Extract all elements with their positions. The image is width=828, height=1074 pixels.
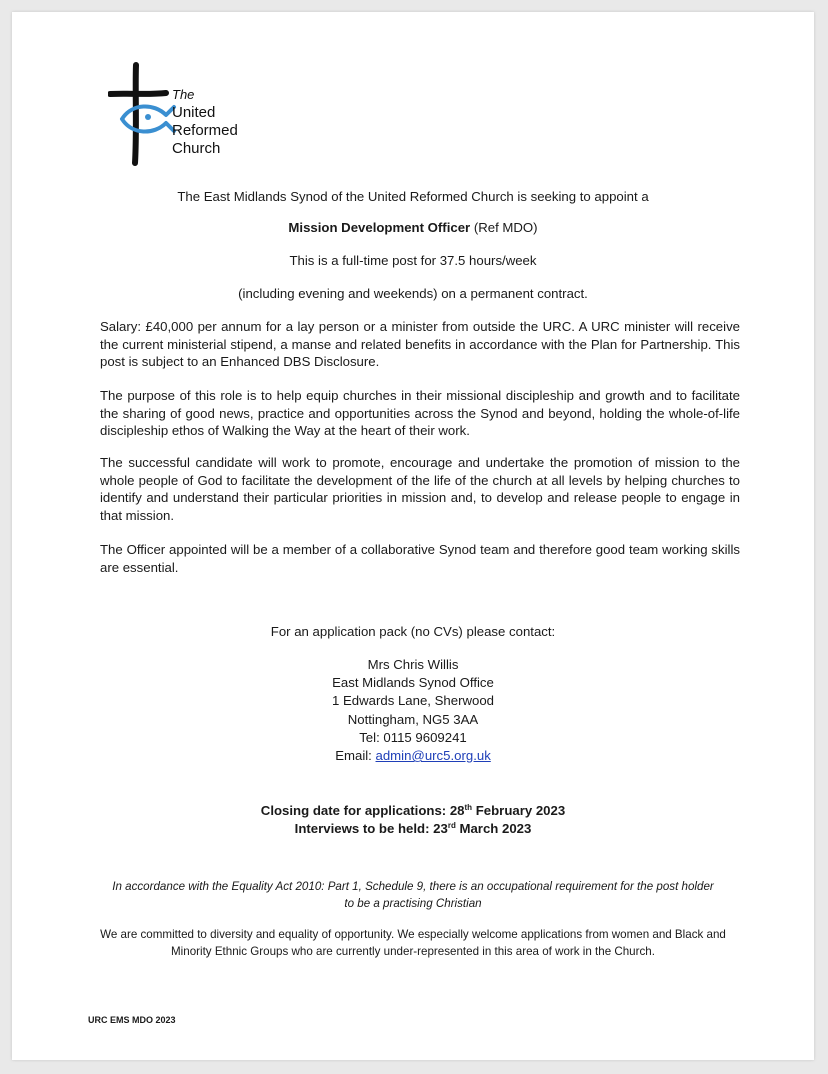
- role-ref: (Ref MDO): [470, 220, 538, 235]
- purpose-paragraph: The purpose of this role is to help equip churches in their missional discipleship and growth and to facilitate the sharing of good news, practice and opportunities across the Synod and beyond, holding the whole-of-life discipleship ethos of Walking the Way at the heart of their work.: [100, 388, 740, 439]
- email-label: Email:: [335, 748, 376, 764]
- closing-date-rest: February 2023: [472, 803, 566, 818]
- role-title: Mission Development Officer: [288, 220, 471, 235]
- contact-city: Nottingham, NG5 3AA: [347, 711, 479, 727]
- interview-date-rest: March 2023: [455, 821, 532, 836]
- logo-wordmark: [172, 86, 238, 158]
- role-line: [12, 220, 814, 235]
- contact-email-line: [12, 747, 814, 765]
- contact-name: Mrs Chris Willis: [367, 657, 459, 672]
- closing-date-sup: th: [464, 803, 473, 812]
- interview-date-label: Interviews to be held: 23: [294, 821, 448, 836]
- interview-date: [12, 821, 814, 836]
- document-footer: URC EMS MDO 2023: [88, 1015, 176, 1025]
- contract-line: (including evening and weekends) on a permanent contract.: [238, 286, 588, 301]
- closing-date-label: Closing date for applications: 28: [260, 803, 465, 818]
- salary-paragraph: Salary: £40,000 per annum for a lay person or a minister from outside the URC. A URC minister will receive the current ministerial stipend, a manse and related benefits in accordance with the Plan for Partnership. This post is subject to an Enhanced DBS Disclosure.: [100, 319, 740, 370]
- contact-tel: Tel: 0115 9609241: [359, 729, 467, 745]
- logo-united: United: [172, 104, 216, 121]
- contact-heading: For an application pack (no CVs) please contact:: [270, 624, 556, 639]
- contact-office: East Midlands Synod Office: [332, 675, 494, 691]
- contact-block: [12, 656, 814, 765]
- diversity-note: We are committed to diversity and equality of opportunity. We especially welcome applications from women and Black and Minority Ethnic Groups who are currently under-represented in this area of work in the Church.: [100, 928, 726, 958]
- contact-street: 1 Edwards Lane, Sherwood: [331, 693, 495, 709]
- logo-church: Church: [172, 140, 221, 157]
- equality-note: In accordance with the Equality Act 2010: Part 1, Schedule 9, there is an occupational requirement for the post holder to be a practising Christian: [112, 880, 714, 910]
- closing-date: [12, 803, 814, 818]
- interview-date-sup: rd: [447, 821, 456, 830]
- candidate-paragraph: The successful candidate will work to promote, encourage and undertake the promotion of mission to the whole people of God to facilitate the development of the life of the church at all levels by helping churches to identify and understand their particular priorities in mission and, to develop and release people to engage in that mission.: [100, 455, 740, 523]
- logo-the: The: [172, 87, 195, 102]
- team-paragraph: The Officer appointed will be a member of a collaborative Synod team and therefore good team working skills are essential.: [100, 542, 740, 575]
- intro-line: The East Midlands Synod of the United Reformed Church is seeking to appoint a: [177, 189, 649, 204]
- email-link[interactable]: admin@urc5.org.uk: [375, 748, 491, 764]
- document-page: [12, 12, 814, 1060]
- logo-reformed: Reformed: [172, 122, 238, 139]
- hours-line: This is a full-time post for 37.5 hours/week: [289, 253, 537, 268]
